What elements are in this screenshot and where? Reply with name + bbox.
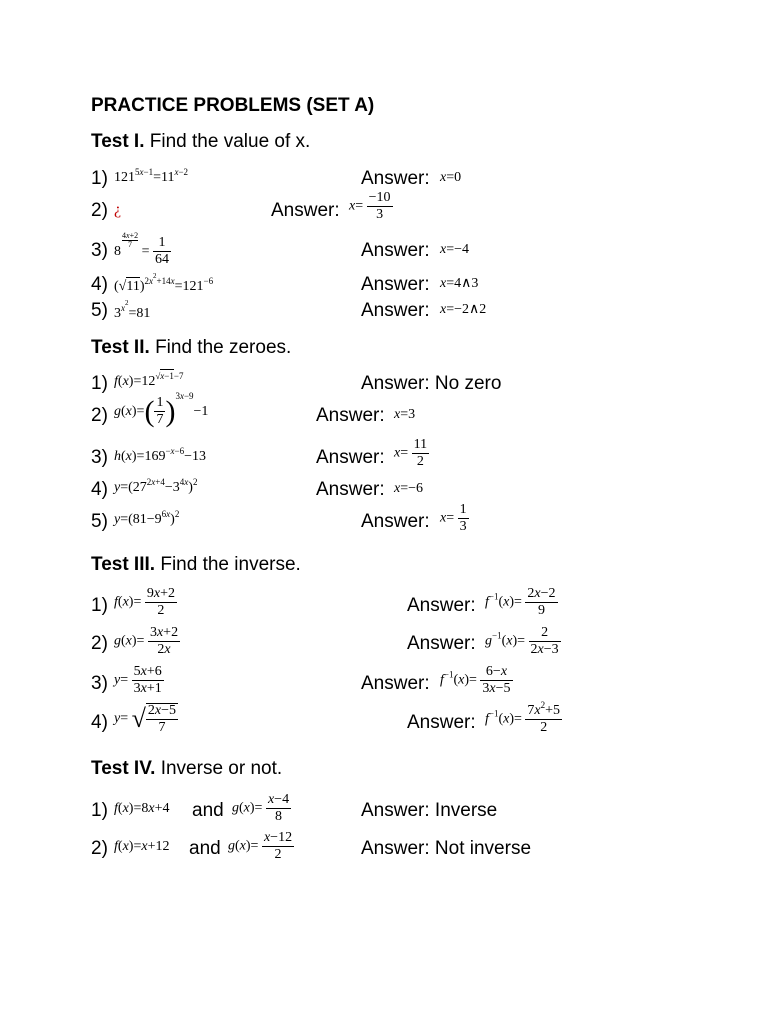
- section-test-1: [91, 131, 310, 153]
- answer-label: Answer:: [361, 168, 430, 189]
- equation: 8 $\frac{4x+2}{7}$ = $\frac{1}{64}$: [114, 231, 169, 268]
- answer-label: Answer:: [361, 511, 430, 532]
- equation: g(x)= $\frac{x-12}{2}$: [228, 830, 293, 862]
- equation: f(x)= $\frac{9x+2}{2}$: [114, 586, 175, 618]
- equation: g(x)= $\frac{3x+2}{2x}$: [114, 625, 179, 657]
- answer-expression: x=−6: [394, 481, 424, 496]
- equation: f(x)=x+12: [114, 839, 170, 854]
- problem-number: 2): [91, 838, 108, 859]
- answer-expression: x= $\frac{-10}{3}$: [349, 190, 391, 222]
- answer-expression: x=0: [440, 170, 462, 185]
- problem-number: 3): [91, 447, 108, 468]
- problem-number: 1): [91, 373, 108, 394]
- section-label: Test II.: [91, 337, 150, 358]
- answer-label: Answer:: [407, 633, 476, 654]
- equation: $121^{5x-1}=11^{x-2}$: [114, 167, 189, 185]
- equation: $f(x)=12^{√x-1-7}$: [114, 371, 184, 389]
- answer-expression: x=−2∧2: [440, 302, 487, 317]
- problem-number: 5): [91, 300, 108, 321]
- missing-equation-glyph: ¿: [114, 201, 122, 218]
- answer-expression: $f^{-1}(x)=$ $\frac{6-x}{3x-5}$: [440, 664, 511, 696]
- equation: g(x)=( $\frac{1}{7}$ )$^{3x-9}$−1: [114, 391, 209, 428]
- answer-expression: x= $\frac{1}{3}$: [440, 502, 467, 534]
- section-test-2: [91, 337, 291, 359]
- equation: $y=(27^{2x+4}-3^{4x})^2$: [114, 477, 198, 495]
- section-instruction: Find the inverse.: [160, 554, 301, 575]
- answer-label: Answer:: [316, 405, 385, 426]
- problem-number: 4): [91, 479, 108, 500]
- answer-expression: x=−4: [440, 242, 470, 257]
- equation: $y=(81-9^{6x})^2$: [114, 509, 180, 527]
- answer-label: Answer:: [407, 712, 476, 733]
- section-label: Test IV.: [91, 758, 156, 779]
- answer-label: Answer:: [407, 595, 476, 616]
- section-label: Test III.: [91, 554, 156, 575]
- problem-number: 2): [91, 405, 108, 426]
- problem-number: 1): [91, 595, 108, 616]
- equation: $3^{x^2}=81$: [114, 299, 151, 321]
- equation: $(√11)^{2x^2+14x}=121^{-6}$: [114, 272, 214, 294]
- section-instruction: Find the zeroes.: [155, 337, 292, 358]
- answer-expression: x=3: [394, 407, 416, 422]
- problem-number: 4): [91, 712, 108, 733]
- answer-label: Answer:: [271, 200, 340, 221]
- answer-expression: $f^{-1}(x)=$ $\frac{7x^2+5}{2}$: [485, 700, 561, 735]
- answer-expression: x=4∧3: [440, 276, 479, 291]
- answer-text: Answer: Not inverse: [361, 838, 532, 859]
- answer-label: Answer:: [361, 240, 430, 261]
- equation: g(x)= $\frac{x-4}{8}$: [232, 792, 290, 824]
- problem-number: 5): [91, 511, 108, 532]
- and-label: and: [192, 800, 224, 821]
- page-title: PRACTICE PROBLEMS (SET A): [91, 95, 375, 116]
- answer-expression: $g^{-1}(x)=$ $\frac{2}{2x-3}$: [485, 625, 559, 657]
- equation: y= $\frac{5x+6}{3x+1}$: [114, 664, 162, 696]
- answer-text: Answer: Inverse: [361, 800, 498, 821]
- answer-label: Answer:: [316, 447, 385, 468]
- answer-text: Answer: No zero: [361, 373, 502, 394]
- answer-label: Answer:: [361, 274, 430, 295]
- answer-expression: x= $\frac{11}{2}$: [394, 437, 428, 469]
- equation: f(x)=8x+4: [114, 801, 170, 816]
- answer-label: Answer:: [361, 673, 430, 694]
- problem-number: 2): [91, 633, 108, 654]
- problem-number: 3): [91, 240, 108, 261]
- problem-number: 4): [91, 274, 108, 295]
- section-test-3: [91, 554, 301, 576]
- problem-number: 3): [91, 673, 108, 694]
- problem-number: 1): [91, 168, 108, 189]
- answer-label: Answer:: [316, 479, 385, 500]
- equation: $h(x)=169^{-x-6}-13$: [114, 446, 207, 464]
- problem-number: 1): [91, 800, 108, 821]
- problem-number: 2): [91, 200, 108, 221]
- equation: y= √ $\frac{2x-5}{7}$: [114, 703, 177, 735]
- section-instruction: Find the value of x.: [149, 131, 311, 152]
- section-label: Test I.: [91, 131, 145, 152]
- section-instruction: Inverse or not.: [160, 758, 283, 779]
- section-test-4: [91, 758, 282, 780]
- and-label: and: [189, 838, 221, 859]
- answer-label: Answer:: [361, 300, 430, 321]
- answer-expression: $f^{-1}(x)=$ $\frac{2x-2}{9}$: [485, 586, 556, 618]
